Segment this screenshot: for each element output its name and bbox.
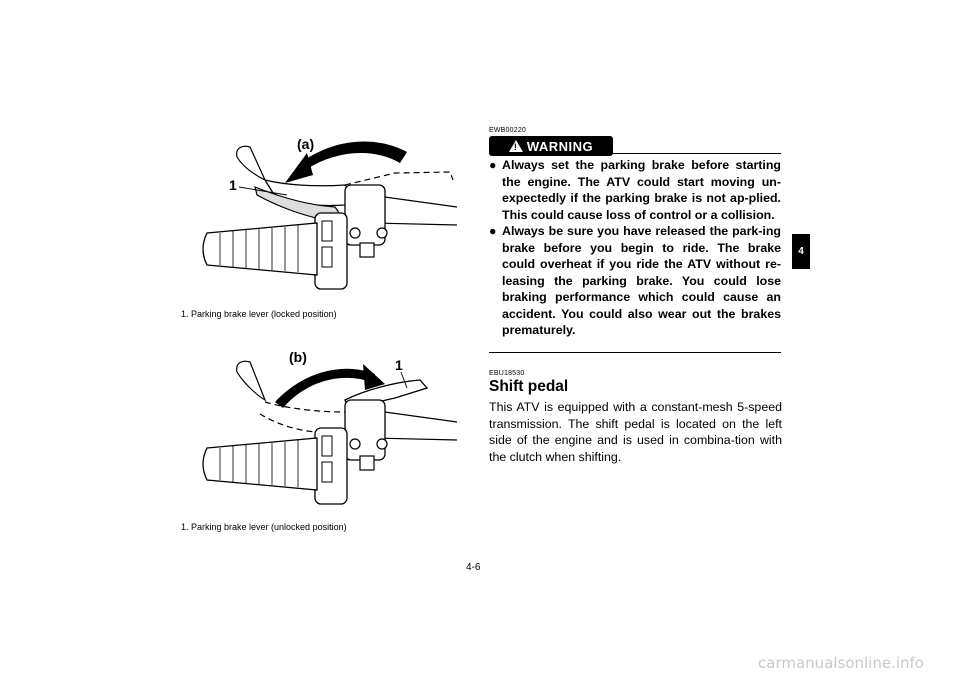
section-title: Shift pedal: [489, 378, 569, 395]
figure-caption-locked: 1. Parking brake lever (locked position): [181, 309, 337, 319]
warning-triangle-icon: !: [509, 140, 523, 152]
bullet-icon: ●: [489, 224, 497, 238]
warning-item-text: Always set the parking brake before starting the engine. The ATV could start moving un-expectedly if the parking brake is not ap-plied. This could cause loss of control or a collision.: [502, 158, 781, 222]
figure-caption-unlocked: 1. Parking brake lever (unlocked position): [181, 522, 347, 532]
brake-lever-locked-illustration: [195, 125, 460, 315]
warning-badge: [489, 136, 613, 156]
figure-unlocked: [195, 340, 460, 530]
section-body: This ATV is equipped with a constant-mesh 5-speed transmission. The shift pedal is located on the left side of the engine and is used in combina-tion with the clutch when shifting.: [489, 400, 782, 464]
watermark: carmanualsonline.info: [758, 654, 924, 672]
warning-rule: [613, 153, 781, 154]
warning-item: [489, 223, 781, 339]
warning-end-rule: [489, 352, 781, 353]
figure-label: (b): [289, 349, 307, 365]
figure-label: (a): [297, 136, 315, 152]
section-code: EBU18530: [489, 370, 525, 377]
callout-number: 1: [229, 177, 237, 193]
chapter-tab-label: 4: [798, 246, 804, 257]
page-number: 4-6: [466, 562, 481, 573]
warning-item-text: Always be sure you have released the park-ing brake before you begin to ride. The brake could overheat if you ride the ATV without re-leasing the parking brake. You could lose braking performance which could cause an accident. You could also wear out the brakes prematurely.: [502, 224, 781, 337]
warning-body: [489, 157, 781, 339]
figure-locked: [195, 125, 460, 315]
chapter-tab: [792, 234, 810, 269]
warning-badge-label: WARNING: [526, 138, 594, 154]
warning-code: EWB00220: [489, 127, 527, 134]
brake-lever-unlocked-illustration: [195, 340, 460, 530]
bullet-icon: ●: [489, 158, 497, 172]
warning-item: [489, 157, 781, 223]
warning-header: [489, 136, 781, 156]
callout-number: 1: [395, 357, 403, 373]
